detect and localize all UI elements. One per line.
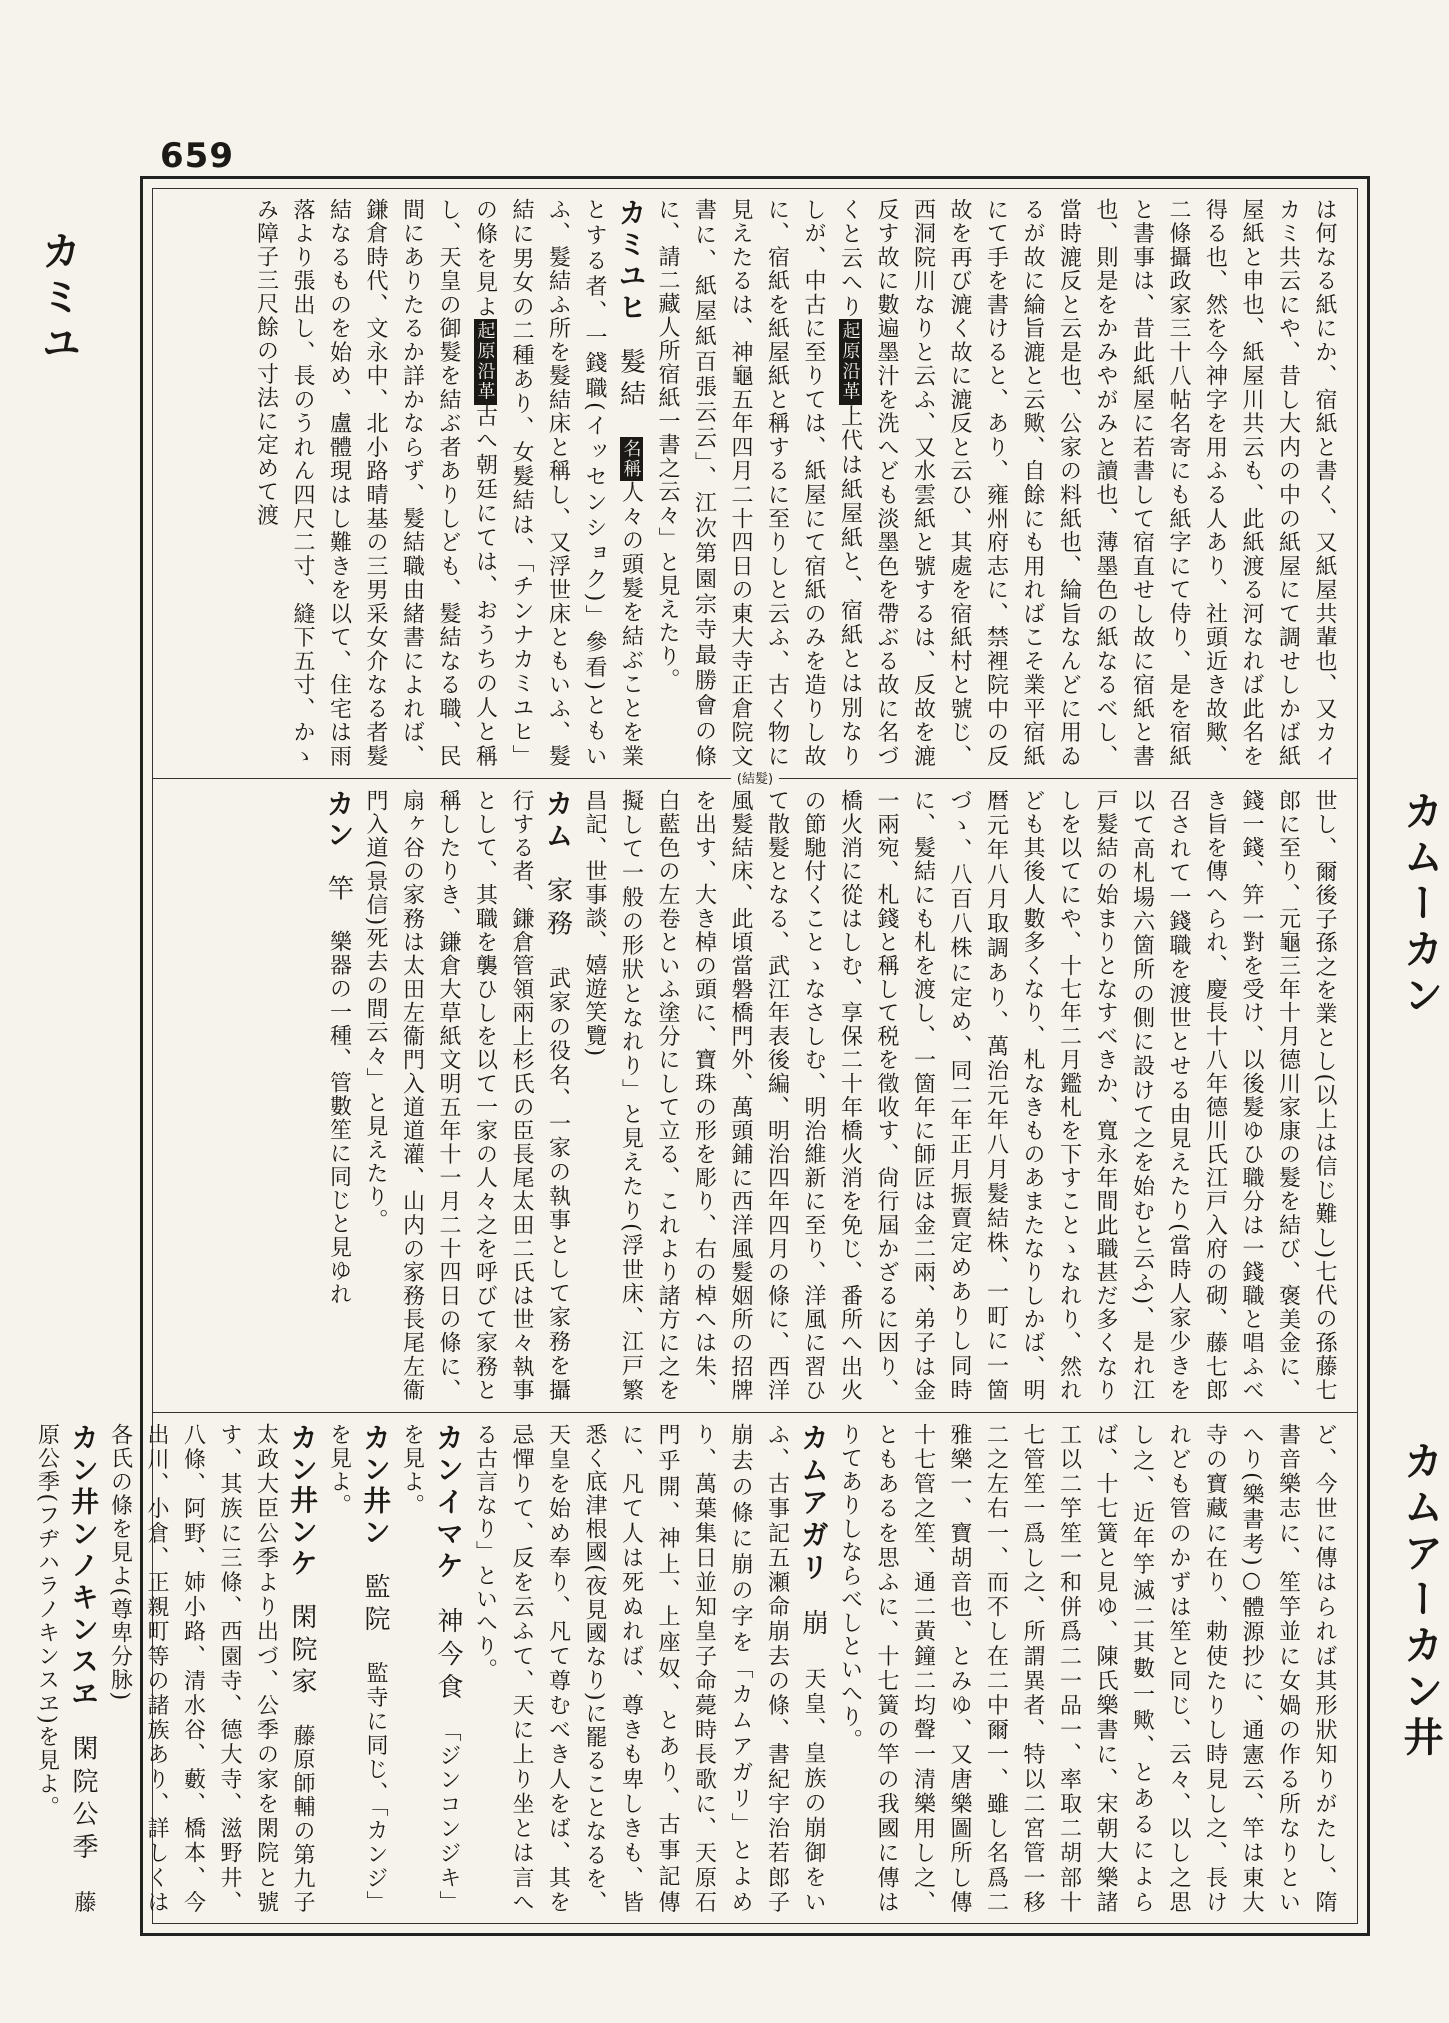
band-bottom-text	[34, 1423, 1342, 1915]
entry-body: ど、今世に傳はられば其形狀知りがたし、隋書音樂志に、笙竽並に女媧の作る所なりといへり(樂書考)○體源抄に、通憲云、竿は東大寺の寶藏に在り、勅使たりし時見し之、長けれども管のかずは笙と同じ、云々、以し之思し之、近年竽滅二其數一歟、とあるによらば、十七簧と見ゆ、陳氏樂書に、宋朝大樂諸工以二竽笙一和併爲二一品一、率取二胡部十七管笙一爲し之、所謂異者、特以二宮管一移二之左右一、而不し在二中爾一、雖し名爲二雅樂一、寶胡音也、とみゆ、又唐樂圖所し傳十七管之笙、通二黃鐘二均聲一清樂用し之、ともあるを思ふに、十七簧の竿の我國に傳はりてありしならべしといへり。	[837, 1423, 1337, 1914]
entry-body: 古へ朝廷にては、おうちの人と稱し、天皇の御髮を結ぶ者ありしども、髮結なる職、民間にありたるか詳かならず、髮結職由緒書によれば、鎌倉時代、文永中、北小路晴基の三男采女介なる者髮結なるものを始め、盧體現はし難きを以て、住宅は雨落より張出し、長のうれん四尺二寸、縫下五寸、かゝみ障子三尺餘の寸法に定めて渡	[253, 198, 498, 769]
entry-body: 樂器の一種、管數笙に同じと見ゆれ	[326, 930, 352, 1306]
band-mark: (結髮)	[731, 768, 779, 787]
page-number: 659	[160, 136, 234, 176]
entry-headword: カムアガリ	[797, 1423, 830, 1585]
source-label: 起原沿革	[839, 321, 861, 403]
entry-kanji: 崩	[798, 1609, 828, 1643]
entry-headword: カン井ンノキンスヱ	[67, 1423, 100, 1711]
entry-headword: カミユヒ	[614, 198, 648, 324]
text-band-middle	[152, 772, 1358, 1412]
entry-headword: カン井ンケ	[286, 1423, 319, 1580]
running-head-bottom: カムアーカン井	[1397, 1440, 1443, 1762]
entry-body: 人々の頭髮を結ぶことを業とする者、一錢職(イッセンショク)」參看)ともいふ、髮結ふ所を髮結床と稱し、又浮世床ともいふ、髮結に男女の二種あり、女髮結は、「チンナカミユヒ」の條を見よ	[472, 198, 644, 769]
entry-kanji: 閑院公季	[68, 1734, 98, 1867]
entry-body: は何なる紙にか、宿紙と書く、又紙屋共輩也、又カイカミ共云にや、昔し大内の中の紙屋にて調せしかば紙屋紙と申也、紙屋川共云も、此紙渡る河なれば此名を得る也、然を今神字を用ふる人あり、社頭近き故歟、二條攝政家三十八帖名寄にも紙字にて侍り、是を宿紙と書事は、昔此紙屋に若書して宿直せし故に宿紙と書也、則是をかみやがみと讀也、薄墨色の紙なるべし、當時漉反と云是也、公家の料紙也、綸旨なんどに用ゐるが故に綸旨漉と云歟、自餘にも用ればこそ業平宿紙にて手を書けると、あり、雍州府志に、禁裡院中の反故を再び漉く故に漉反と云ひ、其處を宿紙村と號じ、西洞院川なりと云ふ、又水雲紙と號するは、反故を漉反す故に數遍墨汁を洗へども淡墨色を帶ぶる故に名づくと云へり	[837, 198, 1337, 768]
band-top-text	[168, 198, 1342, 768]
entry-kanji: 髮結	[615, 347, 646, 413]
band-middle-text	[168, 789, 1342, 1402]
entry-body: 監寺に同じ、「カンジ」を見よ。	[326, 1423, 388, 1915]
entry-kanji: 家務	[542, 876, 573, 943]
entry-headword: カンイマケ	[432, 1423, 465, 1583]
entry-body: 「ジンコンジキ」を見よ。	[399, 1423, 461, 1915]
entry-body: 武家の役名、一家の執事として家務を攝行する者、鎌倉管領兩上杉氏の臣長尾太田二氏は世々執事として、其職を襲ひしを以て一家の人々之を呼びて家務と稱したりき、鎌倉大草紙文明五年十一月二十四日の條に、扇ヶ谷の家務は太田左衞門入道道灌、山内の家務長尾左衞門入道(景信)死去の間云々」と見えたり。	[363, 789, 571, 1403]
entry-headword: カン	[322, 789, 356, 851]
running-head-top: カミユ	[35, 230, 81, 368]
entry-kanji: 閑院家	[287, 1603, 317, 1701]
entry-kanji: 神今食	[433, 1607, 463, 1706]
entry-body: 藤原公季(フヂハラノキンスヱ)を見よ。	[34, 1423, 96, 1915]
text-band-top	[152, 188, 1358, 778]
entry-kanji: 竿	[323, 874, 354, 907]
entry-body: 天皇、皇族の崩御をいふ、古事記五瀬命崩去の條、書紀宇治若郎子崩去の條に崩の字を「カムアガリ」とよめり、萬葉集日並知皇子命薨時長歌に、天原石門乎開、神上、上座奴、とあり、古事記傳に、凡て人は死ぬれば、尊きも卑しきも、皆悉く底津根國(夜見國なり)に罷ることなるを、天皇を始め奉り、凡て尊むべき人をば、其を忌憚りて、反を云ふて、天に上り坐とは言へる古言なり」といへり。	[472, 1423, 826, 1915]
source-label: 名稱	[620, 438, 642, 479]
running-head-middle: カムーカン	[1397, 790, 1443, 1020]
source-label: 起原沿革	[474, 321, 496, 403]
entry-kanji: 監院	[360, 1572, 390, 1638]
entry-body: 世し、爾後子孫之を業とし(以上は信じ難し)七代の孫藤七郎に至り、元龜三年十月德川家康の髮を結び、褒美金に、錢一錢、笄一對を受け、以後髮ゆひ職分は一錢職と唱ふべき旨を傳へられ、慶長十八年德川氏江戸入府の砌、藤七郎召されて一錢職を渡世とせる由見えたり(當時人家少きを以て高札場六箇所の側に設けて之を始むと云ふ)、是れ江戸髮結の始まりとなすべきか、寬永年間此職甚だ多くなりしを以てにや、十七年二月鑑札を下すことゝなれり、然れども其後人數多くなり、札なきものあまたなりしかば、明暦元年八月取調あり、萬治元年八月髮結株、一町に一箇づゝ、八百八株に定め、同二年正月振賣定めありし同時に、髮結にも札を渡し、一箇年に師匠は金二兩、弟子は金一兩宛、札錢と稱して税を徵收す、尙行屆かざるに因り、橋火消に從はしむ、享保二十年橋火消を免じ、番所へ出火の節馳付くことゝなさしむ、明治維新に至り、洋風に習ひて散髮となる、武江年表後編、明治四年四月の條に、西洋風髮結床、此頃當磐橋門外、萬頭鋪に西洋風髮姻所の招牌を出す、大き棹の頭に、寶珠の形を彫り、右の棹へは朱、白藍色の左卷といふ塗分にして立る、これより諸方に之を擬して一般の形狀となれり」と見えたり(浮世床、江戸繁昌記、世事談、嬉遊笑覽)	[582, 789, 1337, 1402]
entry-headword: カム	[541, 789, 575, 853]
entry-headword: カン井ン	[359, 1423, 392, 1549]
entry-body: 藤原師輔の第九子太政大臣公季より出づ、公季の家を閑院と號す、其族に三條、西園寺、德大寺、滋野井、八條、阿野、姉小路、清水谷、藪、橋本、今出川、小倉、正親町等の諸族あり、詳しくは各氏の條を見よ(尊卑分脉)	[107, 1423, 315, 1915]
text-band-bottom	[34, 1412, 1358, 1924]
entry-body: 上代は紙屋紙と、宿紙とは別なりしが、中古に至りては、紙屋にて宿紙のみを造りし故に、宿紙を紙屋紙と稱するに至りしと云ふ、古く物に見えたるは、神龜五年四月二十四日の東大寺正倉院文書に、紙屋紙百張云云」、江次第園宗寺最勝會の條に、請二藏人所宿紙一書之云々」と見えたり。	[655, 198, 863, 769]
